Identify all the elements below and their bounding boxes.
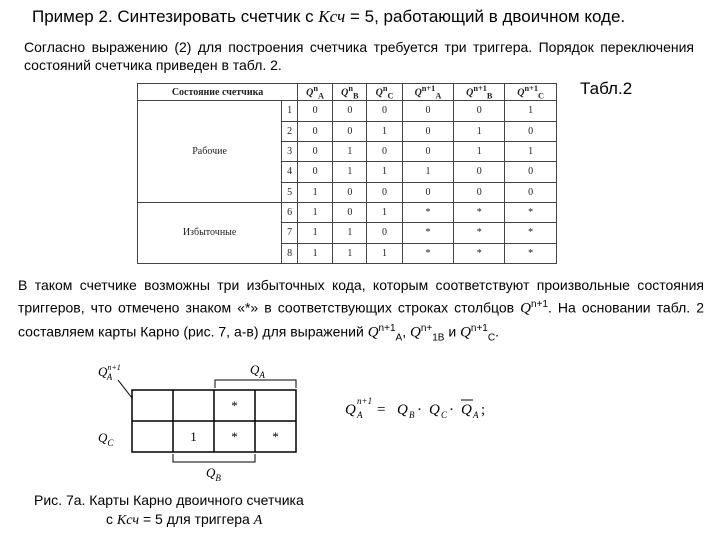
header-qb-next: $Q^{n+1}_B$ [454, 84, 505, 101]
group-work-label: Рабочие [138, 101, 282, 203]
header-state: Состояние счетчика [138, 84, 298, 101]
kmap-cell: * [231, 398, 238, 413]
kmap-cell: * [231, 429, 238, 444]
table-row: 5 1 0 0 0 0 0 [138, 182, 557, 202]
kmap-top-label: $Q_A$ [250, 362, 265, 380]
kmap-corner-arrow [118, 380, 132, 398]
kmap-cell: 1 [190, 429, 197, 444]
state-table-container [137, 83, 557, 264]
table-row: 4 0 1 1 1 0 0 [138, 162, 557, 182]
svg-text:·: · [449, 402, 454, 418]
figure-caption: Рис. 7а. Карты Карно двоичного счетчика с Кcч = 5 для триггера А [34, 492, 304, 528]
kmap-bottom-label: $Q_B$ [206, 465, 221, 482]
kmap-top-bracket [215, 380, 296, 388]
table-row: Рабочие 1 0 0 0 0 0 1 [138, 101, 557, 121]
svg-text:A: A [473, 410, 479, 420]
svg-text:A: A [357, 410, 363, 420]
slide-title: Пример 2. Синтезировать счетчик с Кcч = 5, работающий в двоичном коде. [32, 7, 626, 26]
svg-text:B: B [409, 410, 415, 420]
header-qa-next: $Q^{n+1}_A$ [402, 84, 454, 101]
formula-qa [343, 392, 523, 422]
header-qc: $Q^n_C$ [367, 84, 402, 101]
kmap-cell: * [272, 429, 279, 444]
table-row: 8 1 1 1 * * * [138, 243, 557, 263]
svg-text:·: · [417, 402, 422, 418]
table-row: 3 0 1 0 0 1 1 [138, 141, 557, 161]
explanation-paragraph: В таком счетчике возможны три избыточных кода, которым соответствуют произвольные состояния триггеров, что отмечено знаком «*» в соответствующих строках столбцов $Q^{n+1}$. На основании табл. 2 составляем карты Карно (рис. 7, а-в) для выражений $Q^{n+1}_A$, $Q^{n+}_{1B}$ и $Q^{n+1}_C$. [18, 277, 704, 344]
kcount-variable: Кcч [318, 7, 346, 26]
svg-text:n+1: n+1 [357, 396, 373, 406]
intro-paragraph: Согласно выражению (2) для построения счетчика требуется три триггера. Порядок переключения состояний счетчика приведен в табл. 2. [24, 39, 694, 73]
svg-text:;: ; [481, 402, 486, 418]
group-extra-label: Избыточные [138, 202, 282, 263]
svg-text:=: = [377, 402, 386, 418]
svg-text:C: C [441, 410, 448, 420]
table-label: Табл.2 [580, 79, 633, 98]
table-row: Избыточные 6 1 0 1 * * * [138, 202, 557, 222]
svg-text:Q: Q [461, 402, 472, 418]
svg-text:Q: Q [397, 402, 408, 418]
header-qa: $Q^n_A$ [298, 84, 333, 101]
svg-text:Q: Q [345, 402, 356, 418]
svg-text:Q: Q [429, 402, 440, 418]
kmap-left-label: $Q_C$ [98, 430, 114, 448]
header-qb: $Q^n_B$ [333, 84, 367, 101]
kmap-bottom-bracket [173, 454, 255, 462]
header-qc-next: $Q^{n+1}_C$ [505, 84, 557, 101]
table-row: 7 1 1 0 * * * [138, 223, 557, 243]
kmap-corner-label: $Q^{n+1}$ A [98, 363, 121, 382]
table-header-row [138, 84, 557, 101]
table-row: 2 0 0 1 0 1 0 [138, 121, 557, 141]
state-table [137, 83, 557, 264]
